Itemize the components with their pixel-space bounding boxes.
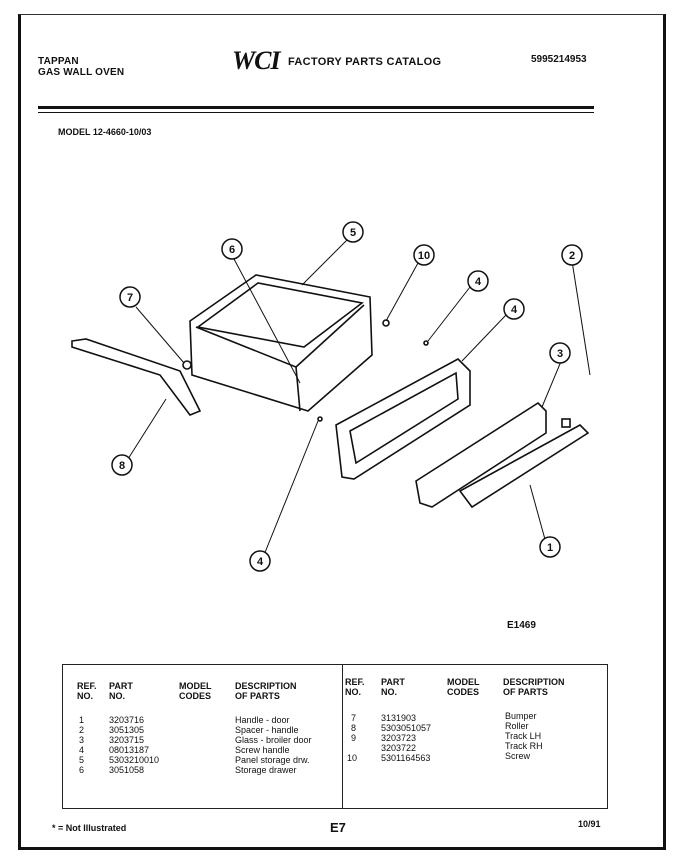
- track-part: [72, 339, 200, 415]
- drawer-rim: [296, 305, 364, 367]
- header-left: [38, 56, 124, 78]
- table-row-ref: 8: [351, 723, 357, 733]
- wci-logo: WCI: [232, 46, 280, 75]
- table-row-ref: 1: [79, 715, 85, 725]
- catalog-date: 10/91: [578, 819, 601, 829]
- table-row-part: 5301164563: [381, 753, 431, 763]
- callout-1-label: 1: [546, 542, 554, 554]
- table-row-part: 5303210010: [109, 755, 160, 765]
- table-row-desc: Track LH: [505, 731, 542, 741]
- table-row-desc: Roller: [505, 721, 529, 731]
- table-row-ref: 10: [347, 753, 358, 763]
- catalog-title: FACTORY PARTS CATALOG: [288, 56, 442, 68]
- handle-screw-part: [424, 341, 428, 345]
- header-part-right: PART NO.: [381, 677, 405, 697]
- not-illustrated-note: * = Not Illustrated: [52, 823, 127, 833]
- figure-code: E1469: [507, 620, 536, 631]
- table-row-part: 5303051057: [381, 723, 432, 733]
- header-model-left: MODEL CODES: [179, 681, 212, 701]
- table-row-ref: 2: [79, 725, 85, 735]
- panel-inner-outline: [350, 373, 458, 463]
- handle-part: [460, 425, 588, 507]
- header-ref-left: REF. NO.: [77, 681, 97, 701]
- table-row-ref: 7: [351, 713, 357, 723]
- table-divider: [342, 665, 343, 808]
- table-row-ref: 3: [79, 735, 85, 745]
- catalog-number: 5995214953: [531, 54, 587, 65]
- callout-2-label: 2: [568, 250, 576, 262]
- table-row-part: 3203715: [109, 735, 145, 745]
- callout-7-label: 6: [228, 244, 236, 256]
- table-row-desc: Spacer - handle: [235, 725, 299, 735]
- table-row-part: 08013187: [109, 745, 150, 755]
- table-row-desc: Handle - door: [235, 715, 290, 725]
- table-row-ref: 6: [79, 765, 85, 775]
- brand-name: TAPPAN: [38, 56, 79, 67]
- table-row-desc: Screw handle: [235, 745, 290, 755]
- spacer-part: [562, 419, 570, 427]
- header-ref-right: REF. NO.: [345, 677, 365, 697]
- table-row-part: 3051058: [109, 765, 145, 775]
- model-number: MODEL 12-4660-10/03: [58, 127, 152, 137]
- header-desc-left: DESCRIPTION OF PARTS: [235, 681, 297, 701]
- callout-3-label: 3: [556, 348, 564, 360]
- callout-6-label: 5: [349, 227, 357, 239]
- handle-screw-part-2: [318, 417, 322, 421]
- parts-table: [62, 664, 608, 809]
- table-row-part: 3203722: [381, 743, 417, 753]
- callout-4-bottom-label: 4: [256, 556, 264, 568]
- header-part-left: PART NO.: [109, 681, 133, 701]
- callout-8-label: 7: [126, 292, 134, 304]
- callout-10-label: 10: [417, 250, 431, 262]
- table-row-desc: Panel storage drw.: [235, 755, 310, 765]
- header-rule-thick: [38, 106, 594, 109]
- table-row-part: 3203723: [381, 733, 417, 743]
- page-code: E7: [330, 820, 346, 835]
- table-row-part: 3203716: [109, 715, 145, 725]
- drawer-edge: [196, 327, 300, 411]
- roller-part: [183, 361, 191, 369]
- callout-9-label: 8: [118, 460, 126, 472]
- table-row-ref: 9: [351, 733, 357, 743]
- table-row-desc: Storage drawer: [235, 765, 297, 775]
- table-row-part: 3051305: [109, 725, 145, 735]
- header-rule-thin: [38, 112, 594, 113]
- exploded-diagram: [60, 215, 600, 585]
- product-name: GAS WALL OVEN: [38, 67, 125, 78]
- table-row-part: 3131903: [381, 713, 417, 723]
- table-row-desc: Screw: [505, 751, 531, 761]
- callout-4-top-label: 4: [474, 276, 482, 288]
- header-model-right: MODEL CODES: [447, 677, 480, 697]
- table-row-desc: Glass - broiler door: [235, 735, 312, 745]
- table-row-desc: Track RH: [505, 741, 543, 751]
- table-row-ref: 5: [79, 755, 85, 765]
- table-row-ref: 4: [79, 745, 85, 755]
- header-desc-right: DESCRIPTION OF PARTS: [503, 677, 565, 697]
- table-row-desc: Bumper: [505, 711, 537, 721]
- callout-5-label: 4: [510, 304, 518, 316]
